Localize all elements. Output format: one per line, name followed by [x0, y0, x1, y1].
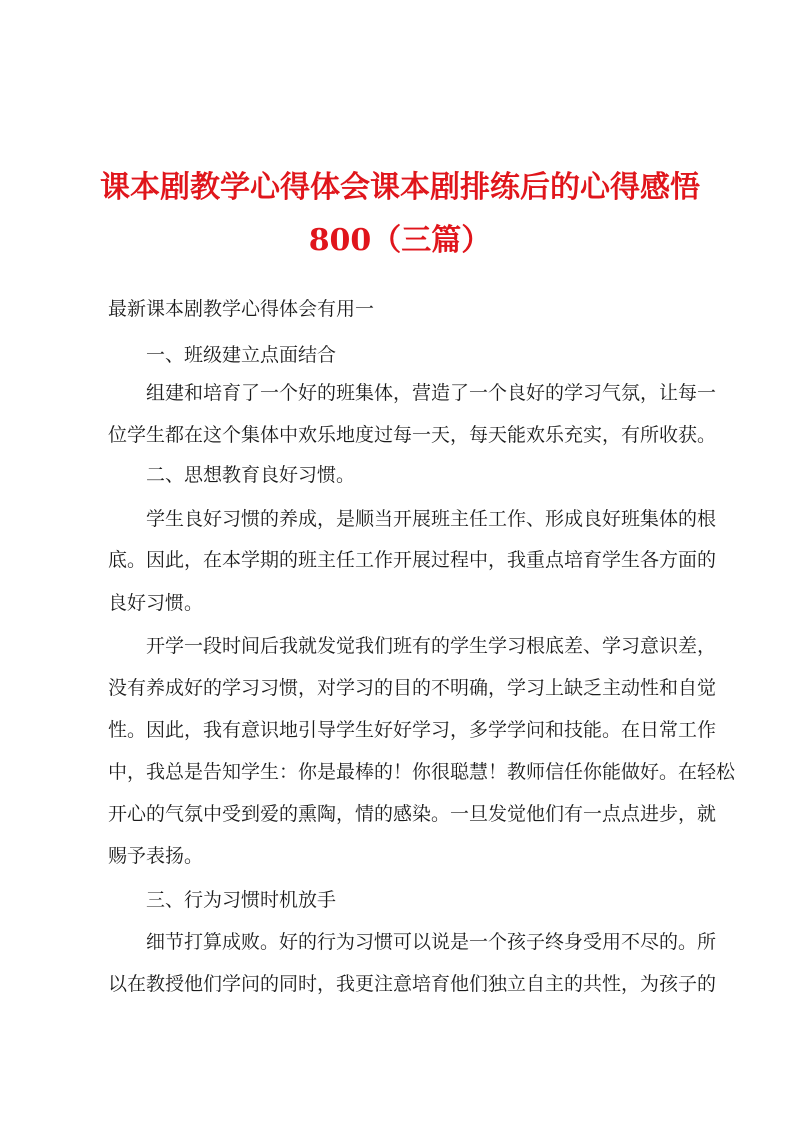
subheading: 一、班级建立点面结合 [146, 344, 337, 366]
paragraph-line: 学生良好习惯的养成，是顺当开展班主任工作、形成良好班集体的根 [146, 508, 717, 530]
section-heading: 最新课本剧教学心得体会有用一 [108, 298, 375, 320]
paragraph-line: 性。因此，我有意识地引导学生好好学习，多学学问和技能。在日常工作 [108, 719, 717, 741]
paragraph-line: 中，我总是告知学生：你是最棒的！你很聪慧！教师信任你能做好。在轻松 [108, 761, 736, 783]
paragraph-line: 开心的气氛中受到爱的熏陶，情的感染。一旦发觉他们有一点点进步，就 [108, 803, 717, 825]
document-title-line-1: 课本剧教学心得体会课本剧排练后的心得感悟 [100, 170, 700, 205]
paragraph-line: 良好习惯。 [108, 592, 204, 614]
subheading: 三、行为习惯时机放手 [146, 889, 337, 911]
paragraph-line: 细节打算成败。好的行为习惯可以说是一个孩子终身受用不尽的。所 [146, 931, 717, 953]
paragraph-line: 底。因此，在本学期的班主任工作开展过程中，我重点培育学生各方面的 [108, 549, 717, 571]
paragraph-line: 组建和培育了一个好的班集体，营造了一个良好的学习气氛，让每一 [146, 382, 717, 404]
document-title-line-2: 800（三篇） [308, 223, 492, 258]
paragraph-line: 位学生都在这个集体中欢乐地度过每一天，每天能欢乐充实，有所收获。 [108, 424, 717, 446]
paragraph-line: 开学一段时间后我就发觉我们班有的学生学习根底差、学习意识差， [146, 635, 717, 657]
paragraph-line: 赐予表扬。 [108, 845, 204, 867]
paragraph-line: 没有养成好的学习习惯，对学习的目的不明确，学习上缺乏主动性和自觉 [108, 677, 717, 699]
subheading: 二、思想教育良好习惯。 [146, 464, 356, 486]
paragraph-line: 以在教授他们学问的同时，我更注意培育他们独立自主的共性，为孩子的 [108, 973, 717, 995]
